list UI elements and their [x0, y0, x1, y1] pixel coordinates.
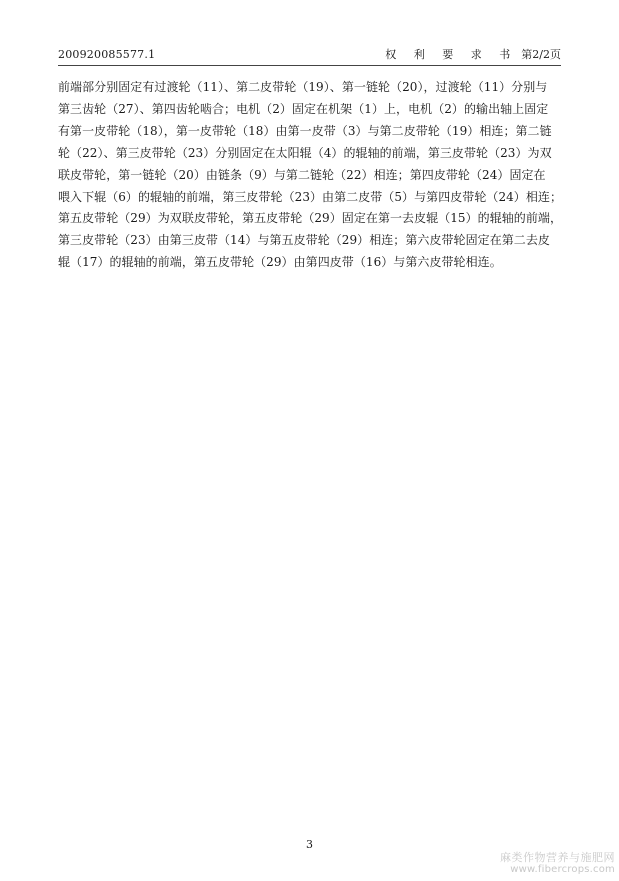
- application-number: 200920085577.1: [58, 48, 156, 61]
- watermark: [500, 851, 615, 876]
- text-line-1: 前端部分别固定有过渡轮（11）、第二皮带轮（19）、第一链轮（20），过渡轮（11）分别与: [58, 80, 548, 94]
- claims-body-text: [58, 77, 570, 274]
- text-line-5: 联皮带轮，第一链轮（20）由链条（9）与第二链轮（22）相连；第四皮带轮（24）固定在: [58, 167, 546, 182]
- text-line-9: 辊（17）的辊轴的前端，第五皮带轮（29）由第四皮带（16）与第六皮带轮相连。: [58, 255, 502, 270]
- header-right-group: [385, 48, 561, 62]
- text-line-2: 第三齿轮（27）、第四齿轮啮合；电机（2）固定在机架（1）上，电机（2）的输出轴上固定: [58, 101, 549, 116]
- watermark-site-name: 麻类作物营养与施肥网: [500, 851, 615, 864]
- watermark-url: www.fibercrops.com: [510, 864, 615, 875]
- text-line-8: 第三皮带轮（23）由第三皮带（14）与第五皮带轮（29）相连；第六皮带轮固定在第二去皮: [58, 233, 550, 248]
- text-line-6: 喂入下辊（6）的辊轴的前端，第三皮带轮（23）由第二皮带（5）与第四皮带轮（24）相连；: [58, 189, 563, 204]
- header-divider: [58, 65, 561, 66]
- document-title: 权 利 要 求 书: [385, 48, 518, 61]
- page-indicator: 第2/2页: [521, 48, 561, 61]
- text-line-3: 有第一皮带轮（18），第一皮带轮（18）由第一皮带（3）与第二皮带轮（19）相连；第二链: [58, 123, 552, 138]
- text-line-7: 第五皮带轮（29）为双联皮带轮，第五皮带轮（29）固定在第一去皮辊（15）的辊轴的前端，: [58, 211, 563, 226]
- text-line-4: 轮（22）、第三皮带轮（23）分别固定在太阳辊（4）的辊轴的前端，第三皮带轮（23）为双: [58, 145, 552, 160]
- page-header: [58, 48, 561, 62]
- page-number: 3: [306, 838, 313, 851]
